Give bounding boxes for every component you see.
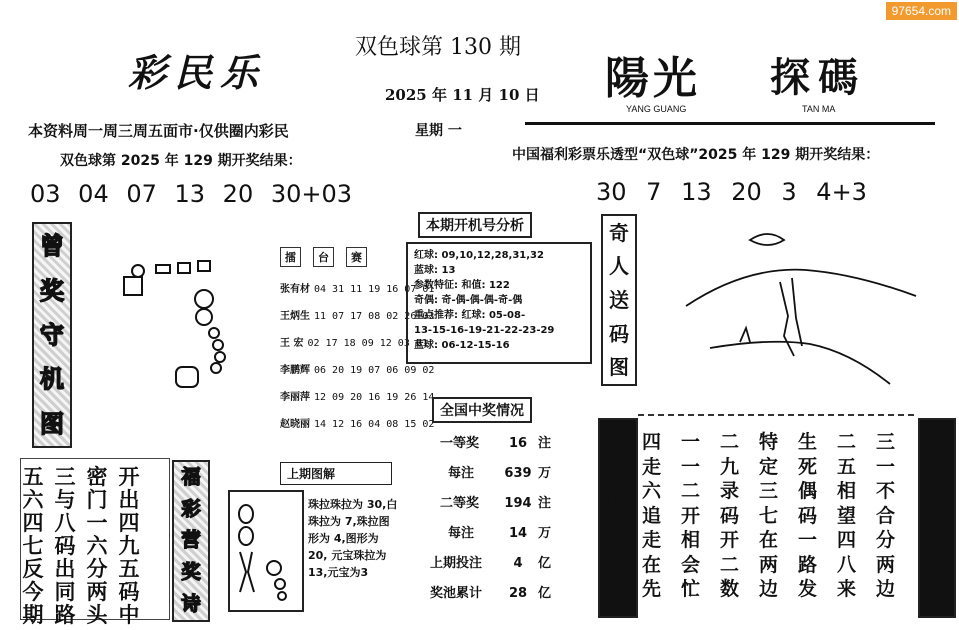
- award-label: 一等奖: [440, 436, 480, 451]
- analysis-title: 本期开机号分析: [418, 212, 532, 238]
- poem-line: [642, 430, 664, 602]
- award-row: [430, 552, 552, 571]
- logo-tanma: 探碼: [770, 54, 866, 101]
- ranking-name: 李丽萍: [280, 392, 310, 403]
- poem-line: [798, 430, 820, 602]
- vertical-char: 诗: [604, 576, 631, 607]
- poem-line: [876, 430, 898, 602]
- analysis-line: 蓝球: 13: [414, 265, 456, 276]
- result-label-left: 双色球第 2025 年 129 期开奖结果：: [60, 153, 302, 169]
- award-unit: 亿: [538, 586, 552, 601]
- award-value: 28: [508, 586, 528, 601]
- vertical-char: 机: [40, 365, 64, 394]
- poem-char: 生死偶码一路发: [798, 431, 818, 600]
- vertical-char: 中: [923, 478, 950, 509]
- vertical-char: 奖: [40, 276, 64, 305]
- poem-char: 三一不合分两边: [876, 431, 896, 600]
- award-unit: 亿: [538, 556, 552, 571]
- awards-title: 全国中奖情况: [432, 397, 532, 423]
- analysis-line: 蓝球: 06-12-15-16: [414, 340, 510, 351]
- award-value: 639: [504, 466, 532, 481]
- poem-line: [759, 430, 781, 602]
- award-row: [440, 492, 551, 511]
- awards-list: [430, 432, 552, 601]
- ranking-name: 赵晓丽: [280, 419, 310, 430]
- vertical-char: 人: [609, 254, 629, 279]
- last-draw-diagram: [228, 490, 304, 612]
- poem-char: 特定三七在两边: [759, 431, 779, 600]
- last-draw-text: 珠拉珠拉为 30,白珠拉为 7,珠拉图形为 4,图形为20, 元宝珠拉为 13,元宝为3: [308, 498, 398, 579]
- vertical-char: 中: [604, 478, 631, 509]
- ranking-name: 王炳生: [280, 311, 310, 322]
- poem-char: 五六四七反今期: [22, 465, 44, 627]
- vertical-poem-label: [172, 460, 210, 622]
- publish-notice: 本资料周一周三周五面市·仅供圈内彩民: [28, 122, 289, 140]
- poem-right: [642, 430, 898, 602]
- logo-en-tanma: TAN MA: [802, 104, 836, 114]
- vertical-char: 乙: [923, 527, 950, 558]
- poem-line: [118, 466, 140, 627]
- vertical-right-b: [918, 418, 956, 618]
- logo-en-yangguang: YANG GUANG: [626, 104, 687, 114]
- bead-drawing: [118, 255, 238, 395]
- vertical-char: 亮: [923, 576, 950, 607]
- award-row: [440, 522, 551, 541]
- poem-char: 二九录码开二数: [720, 431, 740, 600]
- poem-char: 三与八码出同路: [54, 465, 76, 627]
- award-label: 每注: [448, 526, 475, 541]
- vertical-char: 图: [40, 409, 64, 438]
- ranking-nums: 11 07 17 08 02 26 03: [314, 311, 435, 322]
- vertical-char: 彩: [181, 497, 201, 520]
- ranking-row: [280, 415, 434, 430]
- poem-line: [86, 466, 108, 627]
- award-row: [440, 432, 551, 451]
- analysis-line: 重点推荐: 红球: 05-08-: [414, 310, 526, 321]
- issue-title: 双色球第 130 期: [355, 35, 521, 60]
- ranking-name: 李鹏辉: [280, 365, 310, 376]
- ranking-nums: 02 17 18 09 12 03 01: [307, 338, 428, 349]
- ranking-row: [280, 388, 434, 403]
- award-value: 4: [513, 556, 523, 571]
- poem-left: [22, 466, 140, 627]
- poem-char: 开出四九五码中: [118, 465, 140, 627]
- ranking-nums: 04 31 11 19 16 07 01: [314, 284, 435, 295]
- result-numbers-left: 03 04 07 13 20 30+03: [30, 180, 353, 208]
- ranking-name: 王 宏: [280, 338, 304, 349]
- analysis-line: 参数特征: 和值: 122: [414, 280, 510, 291]
- vertical-char: 乙: [604, 527, 631, 558]
- vertical-label-mid: [601, 214, 637, 386]
- award-row: [430, 582, 552, 601]
- award-label: 上期投注: [430, 556, 483, 571]
- analysis-line: 13-15-16-19-21-22-23-29: [414, 325, 555, 336]
- vertical-char: 奖: [181, 561, 201, 584]
- poem-line: [681, 430, 703, 602]
- last-draw-title: 上期图解: [280, 462, 392, 485]
- poem-line: [22, 466, 44, 627]
- ranking-header: [280, 247, 367, 267]
- award-row: [440, 462, 551, 481]
- award-label: 奖池累计: [430, 586, 483, 601]
- result-numbers-right: 30 7 13 20 3 4+3: [596, 178, 867, 206]
- vertical-char: 曾: [40, 232, 64, 261]
- poem-char: 一一二开相会忙: [681, 431, 701, 600]
- vertical-char: 诗: [923, 429, 950, 460]
- award-label: 二等奖: [440, 496, 480, 511]
- vertical-char: 营: [181, 529, 201, 552]
- result-label-right: 中国福利彩票乐透型“双色球”2025 年 129 期开奖结果：: [512, 147, 880, 163]
- award-unit: 万: [538, 526, 552, 541]
- ranking-header-char: 赛: [346, 247, 367, 267]
- issue-date: 2025 年 11 月 10 日: [385, 86, 540, 104]
- vertical-char: 码: [609, 321, 629, 346]
- poem-char: 密门一六分两头: [86, 465, 108, 627]
- award-value: 194: [504, 496, 532, 511]
- analysis-line: 奇偶: 奇-偶-偶-偶-奇-偶: [414, 295, 523, 306]
- weekday: 星期 一: [415, 123, 462, 139]
- award-unit: 注: [538, 496, 552, 511]
- last-draw-sketch: [230, 492, 298, 606]
- analysis-box: [406, 242, 592, 364]
- vertical-char: 福: [181, 466, 201, 489]
- award-value: 14: [508, 526, 528, 541]
- ranking-name: 张有材: [280, 284, 310, 295]
- logo-yangguang: 陽光: [605, 53, 701, 104]
- poem-char: 四走六追走在先: [642, 431, 662, 600]
- vertical-char: 守: [40, 320, 64, 349]
- ranking-header-char: 擂: [280, 247, 301, 267]
- poem-line: [720, 430, 742, 602]
- analysis-line: 红球: 09,10,12,28,31,32: [414, 250, 544, 261]
- poem-line: [54, 466, 76, 627]
- award-label: 每注: [448, 466, 475, 481]
- vertical-char: 奇: [609, 220, 629, 245]
- logo-caiminle: 彩民乐: [128, 50, 267, 95]
- vertical-char: 亮: [604, 429, 631, 460]
- vertical-label-left: [32, 222, 72, 448]
- award-unit: 万: [538, 466, 552, 481]
- vertical-char: 图: [609, 355, 629, 380]
- ranking-nums: 14 12 16 04 08 15 02: [314, 419, 435, 430]
- header-divider: [525, 122, 935, 125]
- landscape-sketch: [680, 222, 920, 394]
- ranking-nums: 12 09 20 16 19 26 14: [314, 392, 435, 403]
- award-unit: 注: [538, 436, 552, 451]
- vertical-right-a: [598, 418, 638, 618]
- poem-char: 二五相望四八来: [837, 431, 857, 600]
- vertical-char: 诗: [181, 592, 201, 615]
- ranking-nums: 06 20 19 07 06 09 02: [314, 365, 435, 376]
- vertical-char: 送: [609, 287, 629, 312]
- award-value: 16: [508, 436, 528, 451]
- poem-line: [837, 430, 859, 602]
- site-watermark: 97654.com: [886, 2, 957, 20]
- ranking-header-char: 台: [313, 247, 334, 267]
